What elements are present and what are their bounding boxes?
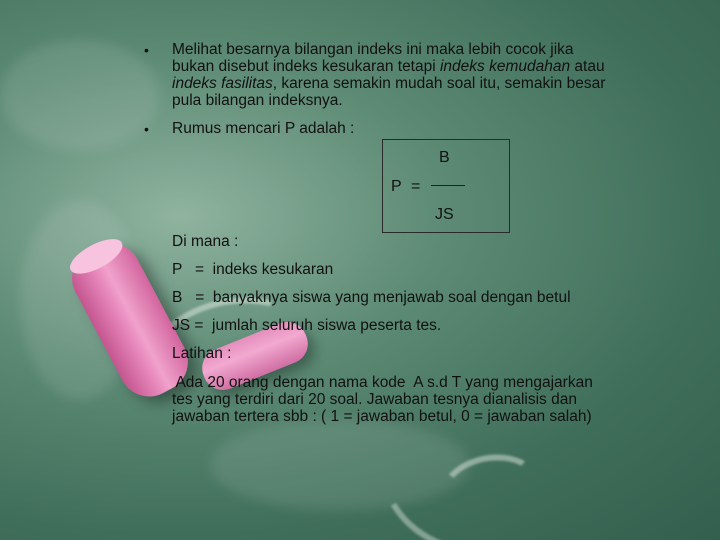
bullet-one-line1: Melihat besarnya bilangan indeks ini maka lebih cocok jika [172,41,574,58]
exercise-line1: Ada 20 orang dengan nama kode A s.d T yang mengajarkan [172,374,593,391]
fraction-bar [431,185,465,186]
chalk-smudge [0,40,160,150]
formula-numerator: B [439,149,450,166]
bullet-dot: • [144,42,149,58]
definition-p: P = indeks kesukaran [172,261,334,278]
exercise-line3: jawaban tertera sbb : ( 1 = jawaban betul, 0 = jawaban salah) [172,408,592,425]
formula-box [382,139,510,233]
formula-lhs: P [391,178,402,195]
definition-js: JS = jumlah seluruh siswa peserta tes. [172,317,442,334]
definitions-heading: Di mana : [172,233,239,250]
line2-text: bukan disebut indeks kesukaran tetapi [172,58,440,75]
bullet-one-line4: pula bilangan indeksnya. [172,92,343,109]
definition-b: B = banyaknya siswa yang menjawab soal dengan betul [172,289,571,306]
exercise-line2: tes yang terdiri dari 20 soal. Jawaban tesnya dianalisis dan [172,391,577,408]
line2-italic: indeks kemudahan [439,58,571,75]
bullet-one-line3 [172,75,678,92]
formula-denominator: JS [435,206,454,223]
bullet-dot: • [144,121,149,137]
formula-intro: Rumus mencari P adalah : [172,120,355,137]
formula-equals: = [411,178,421,195]
exercise-heading: Latihan : [172,345,232,362]
line3-italic: indeks fasilitas [172,75,273,92]
line3-suffix: , karena semakin mudah soal itu, semakin besar [272,75,606,92]
line2-suffix: atau [570,58,605,75]
bullet-one-line2 [172,58,678,75]
